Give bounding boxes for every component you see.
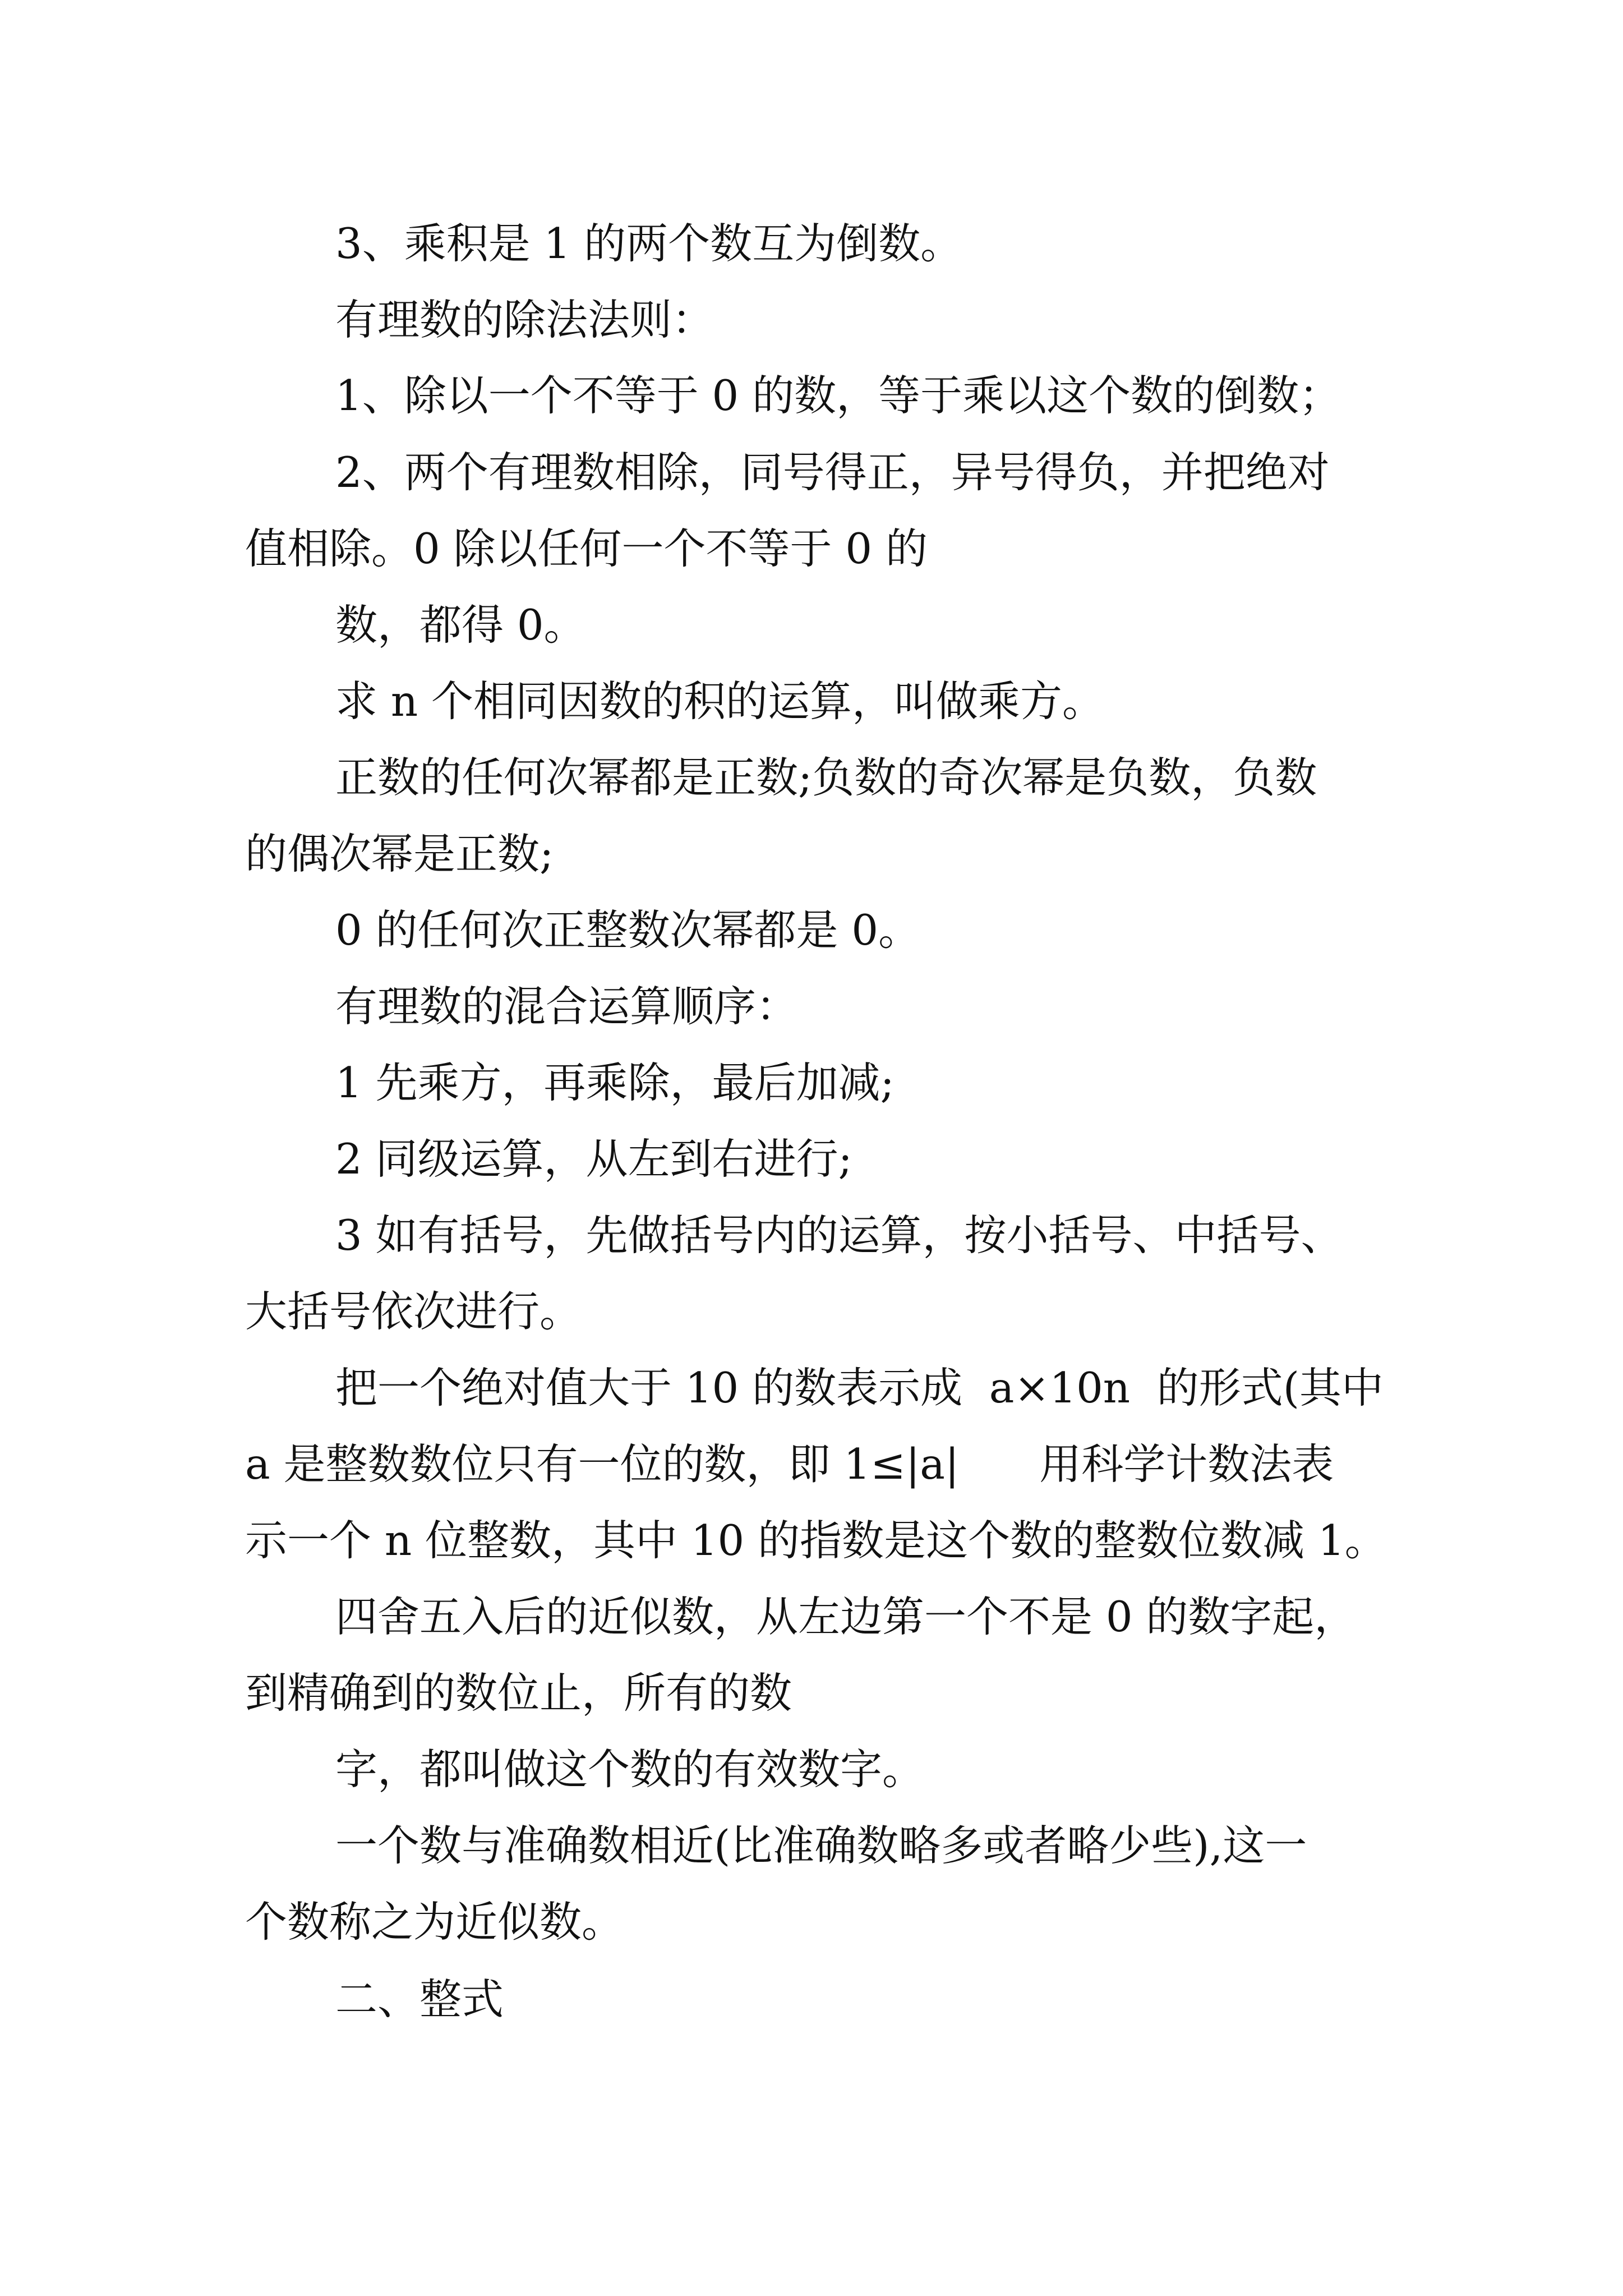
text-line: 2、两个有理数相除，同号得正，异号得负，并把绝对 [335, 448, 1330, 497]
text-line: 大括号依次进行。 [245, 1287, 582, 1336]
text-line: 示一个 n 位整数，其中 10 的指数是这个数的整数位数减 1。 [245, 1516, 1387, 1565]
text-line: 1 先乘方，再乘除，最后加减; [335, 1058, 895, 1107]
text-line: 值相除。0 除以任何一个不等于 0 的 [245, 524, 928, 573]
text-line: 3 如有括号，先做括号内的运算，按小括号、中括号、 [335, 1211, 1343, 1260]
text-line: 有理数的除法法则： [335, 295, 714, 344]
text-line: 四舍五入后的近似数，从左边第一个不是 0 的数字起， [335, 1592, 1357, 1641]
text-line: 数，都得 0。 [335, 600, 586, 650]
text-line: 的偶次幂是正数; [245, 829, 554, 878]
text-line: a 是整数数位只有一位的数，即 1≤|a| 用科学计数法表 [245, 1439, 1334, 1489]
text-line: 把一个绝对值大于 10 的数表示成 a×10n 的形式(其中 [335, 1363, 1384, 1412]
text-line: 到精确到的数位止，所有的数 [245, 1668, 792, 1718]
text-line: 个数称之为近似数。 [245, 1897, 624, 1947]
text-line: 正数的任何次幂都是正数;负数的奇次幂是负数，负数 [335, 753, 1317, 802]
text-line: 2 同级运算，从左到右进行; [335, 1134, 852, 1184]
text-line: 0 的任何次正整数次幂都是 0。 [335, 905, 921, 955]
text-line: 1、除以一个不等于 0 的数，等于乘以这个数的倒数； [335, 371, 1341, 420]
section-heading: 二、整式 [335, 1975, 504, 2024]
text-line: 有理数的混合运算顺序： [335, 982, 799, 1031]
text-line: 字，都叫做这个数的有效数字。 [335, 1745, 925, 1794]
text-line: 求 n 个相同因数的积的运算，叫做乘方。 [335, 677, 1104, 726]
text-line: 3、乘积是 1 的两个数互为倒数。 [335, 219, 963, 268]
text-line: 一个数与准确数相近(比准确数略多或者略少些),这一 [335, 1821, 1307, 1870]
